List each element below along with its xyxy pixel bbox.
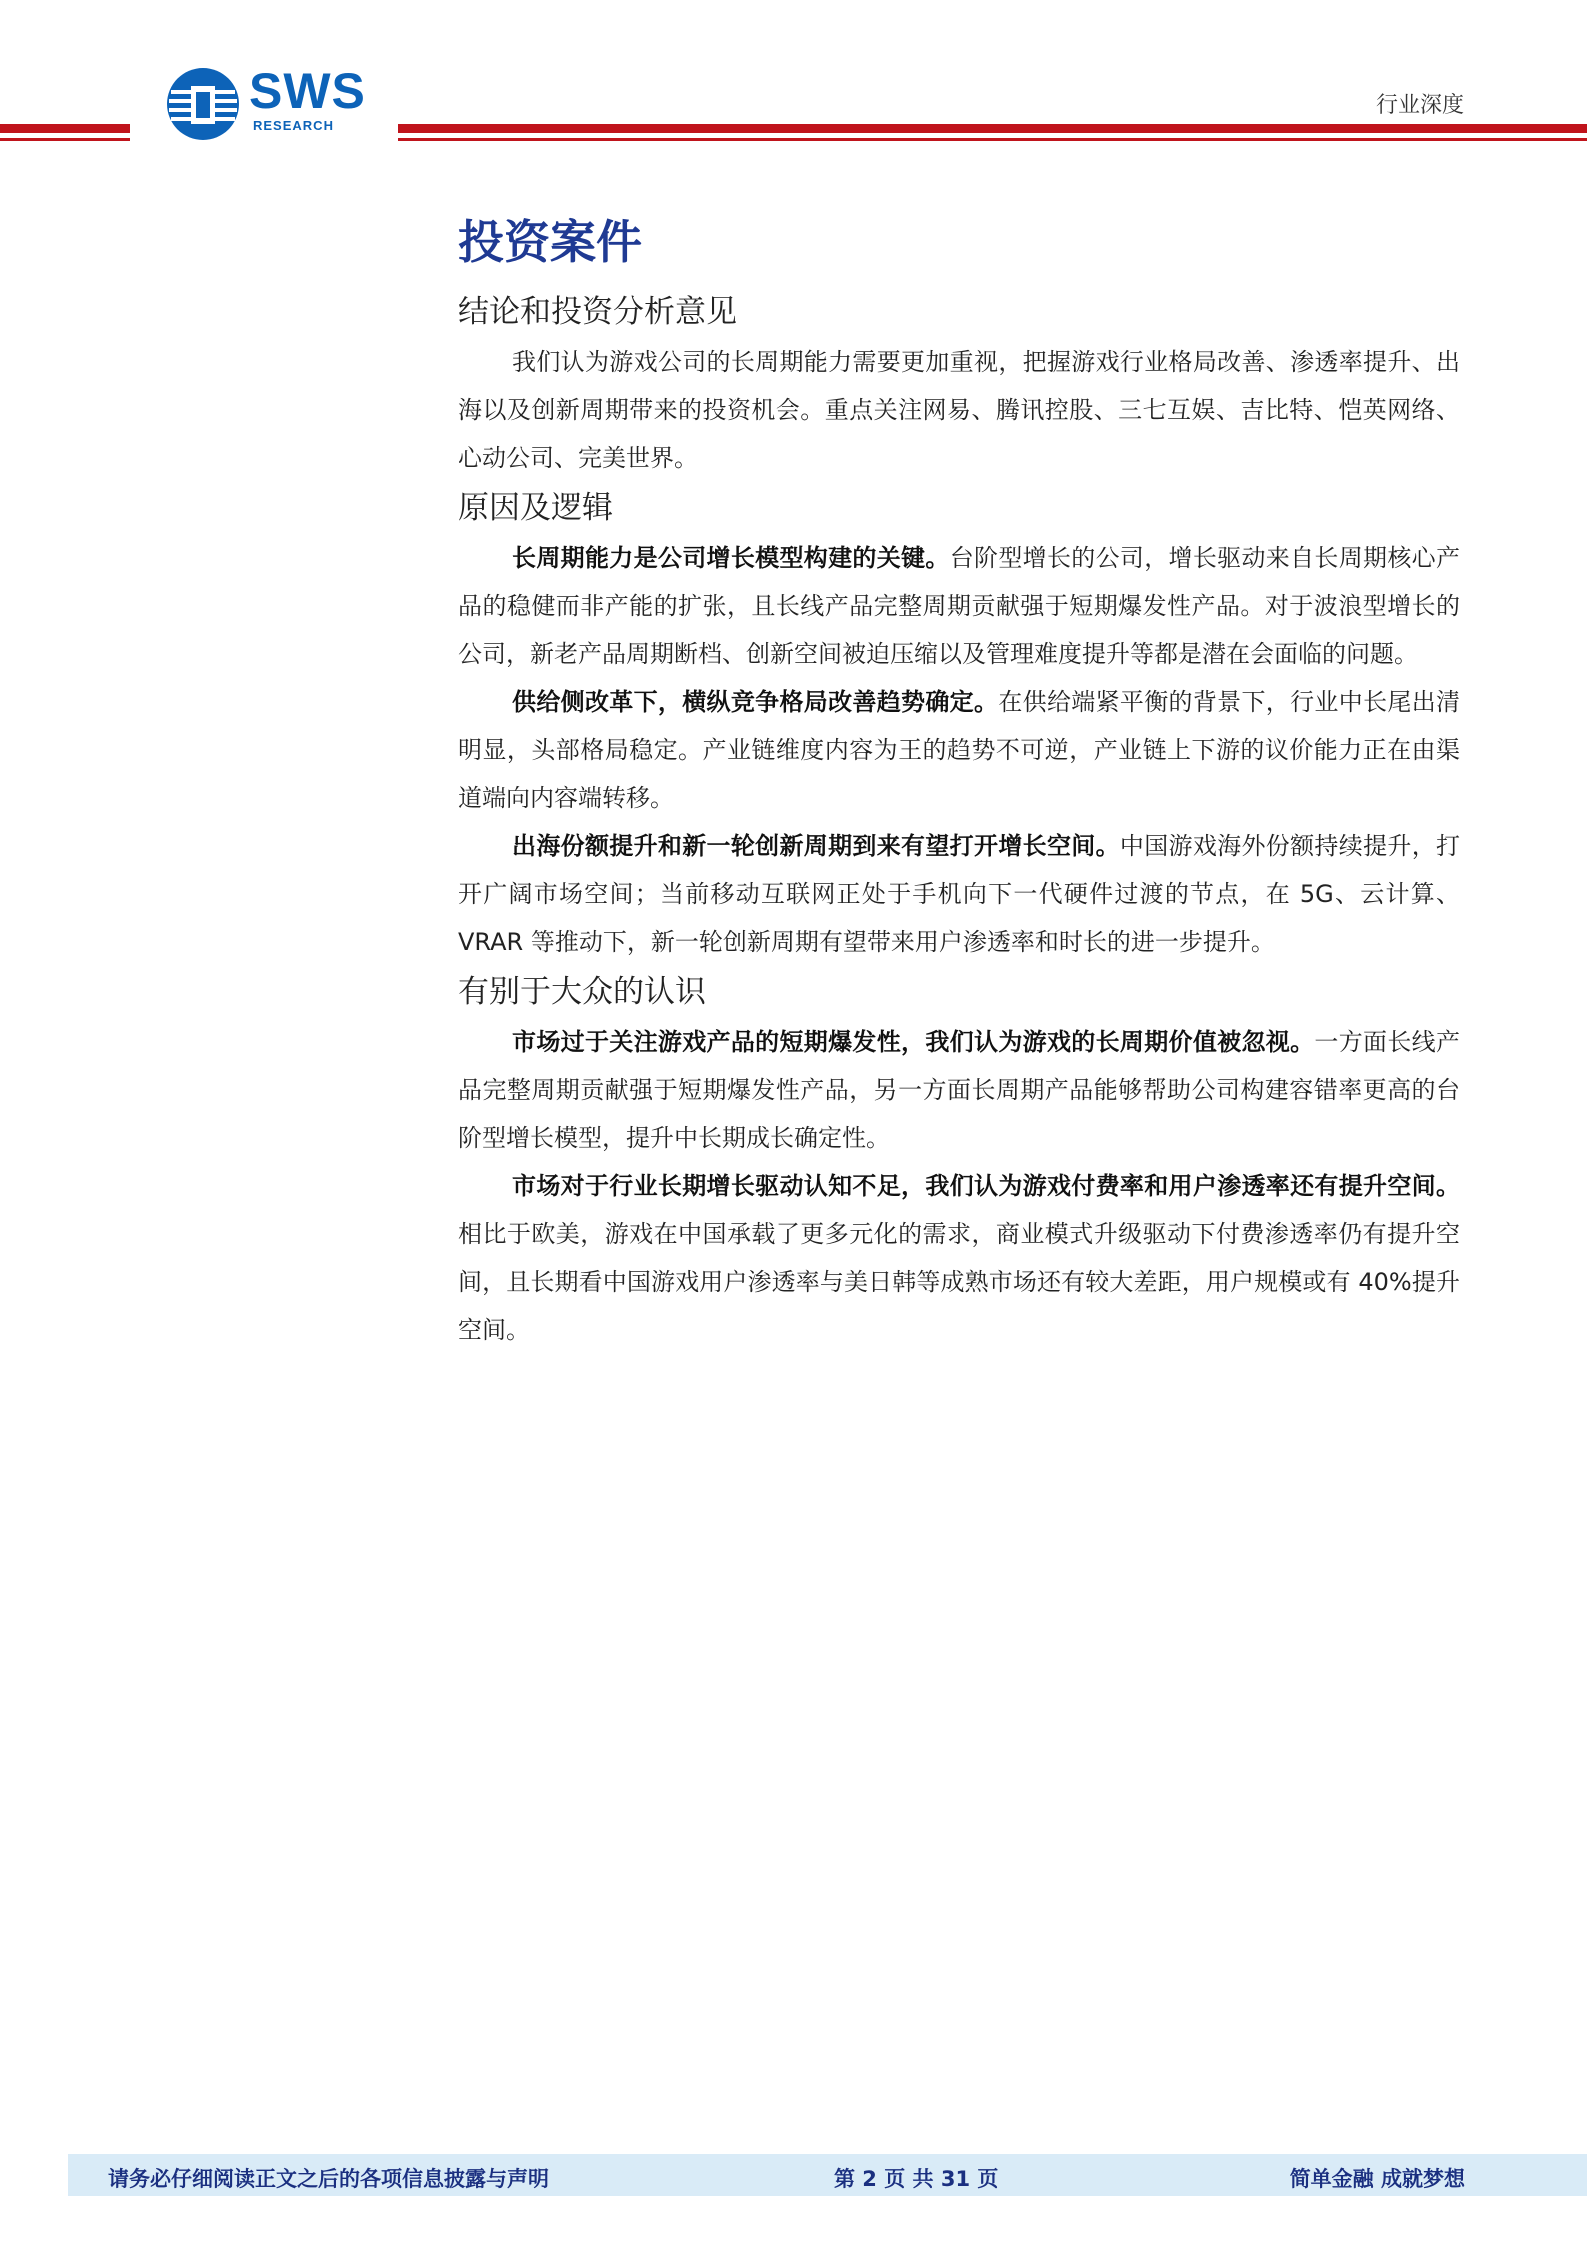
- paragraph: [458, 1162, 1460, 1354]
- paragraph: [458, 534, 1460, 678]
- section-heading-reasons: 原因及逻辑: [458, 490, 613, 526]
- paragraph-text: 相比于欧美，游戏在中国承载了更多元化的需求，商业模式升级驱动下付费渗透率仍有提升空间，且长期看中国游戏用户渗透率与美日韩等成熟市场还有较大差距，用户规模或有 40%提升空间。: [458, 1220, 1460, 1344]
- paragraph-text: 中国游戏海外份额持续提升，打开广阔市场空间；当前移动互联网正处于手机向下一代硬件过渡的节点，在 5G、云计算、VRAR 等推动下，新一轮创新周期有望带来用户渗透率和时长的进一步提升。: [458, 832, 1461, 956]
- paragraph-text: 在供给端紧平衡的背景下，行业中长尾出清明显，头部格局稳定。产业链维度内容为王的趋势不可逆，产业链上下游的议价能力正在由渠道端向内容端转移。: [458, 688, 1461, 812]
- paragraph-lead: 出海份额提升和新一轮创新周期到来有望打开增长空间。: [512, 832, 1120, 860]
- paragraph-text: 一方面长线产品完整周期贡献强于短期爆发性产品，另一方面长周期产品能够帮助公司构建容错率更高的台阶型增长模型，提升中长期成长确定性。: [458, 1028, 1461, 1152]
- sws-logo: [165, 62, 385, 144]
- section-heading-conclusion: 结论和投资分析意见: [458, 294, 737, 330]
- page-footer: [68, 2154, 1587, 2196]
- header-rule-left: [0, 124, 130, 133]
- paragraph: [458, 1018, 1460, 1162]
- paragraph: [458, 822, 1460, 966]
- page-title: 投资案件: [458, 215, 642, 269]
- sws-logo-icon: [165, 66, 241, 142]
- footer-slogan: 简单金融 成就梦想: [1289, 2167, 1465, 2191]
- header-rule-right: [398, 124, 1587, 133]
- header-rule-left-thin: [0, 138, 130, 141]
- footer-page-number: 第 2 页 共 31 页: [834, 2167, 999, 2191]
- paragraph: [458, 338, 1460, 482]
- paragraph-text: 台阶型增长的公司，增长驱动来自长周期核心产品的稳健而非产能的扩张，且长线产品完整周期贡献强于短期爆发性产品。对于波浪型增长的公司，新老产品周期断档、创新空间被迫压缩以及管理难度提升等都是潜在会面临的问题。: [458, 544, 1461, 668]
- logo-wordmark: SWS: [249, 63, 366, 119]
- paragraph-lead: 市场对于行业长期增长驱动认知不足，我们认为游戏付费率和用户渗透率还有提升空间。: [512, 1172, 1460, 1200]
- paragraph-lead: 供给侧改革下，横纵竞争格局改善趋势确定。: [512, 688, 999, 716]
- paragraph-text: 我们认为游戏公司的长周期能力需要更加重视，把握游戏行业格局改善、渗透率提升、出海以及创新周期带来的投资机会。重点关注网易、腾讯控股、三七互娱、吉比特、恺英网络、心动公司、完美世界。: [458, 348, 1460, 472]
- paragraph: [458, 678, 1460, 822]
- header-rule-right-thin: [398, 138, 1587, 141]
- section-heading-differentiated-view: 有别于大众的认识: [458, 974, 706, 1010]
- main-content: [458, 212, 1460, 1354]
- logo-subtext: RESEARCH: [253, 118, 334, 133]
- paragraph-lead: 长周期能力是公司增长模型构建的关键。: [512, 544, 950, 572]
- paragraph-lead: 市场过于关注游戏产品的短期爆发性，我们认为游戏的长周期价值被忽视。: [512, 1028, 1315, 1056]
- report-type-label: 行业深度: [1375, 93, 1464, 118]
- footer-disclaimer: 请务必仔细阅读正文之后的各项信息披露与声明: [108, 2167, 549, 2191]
